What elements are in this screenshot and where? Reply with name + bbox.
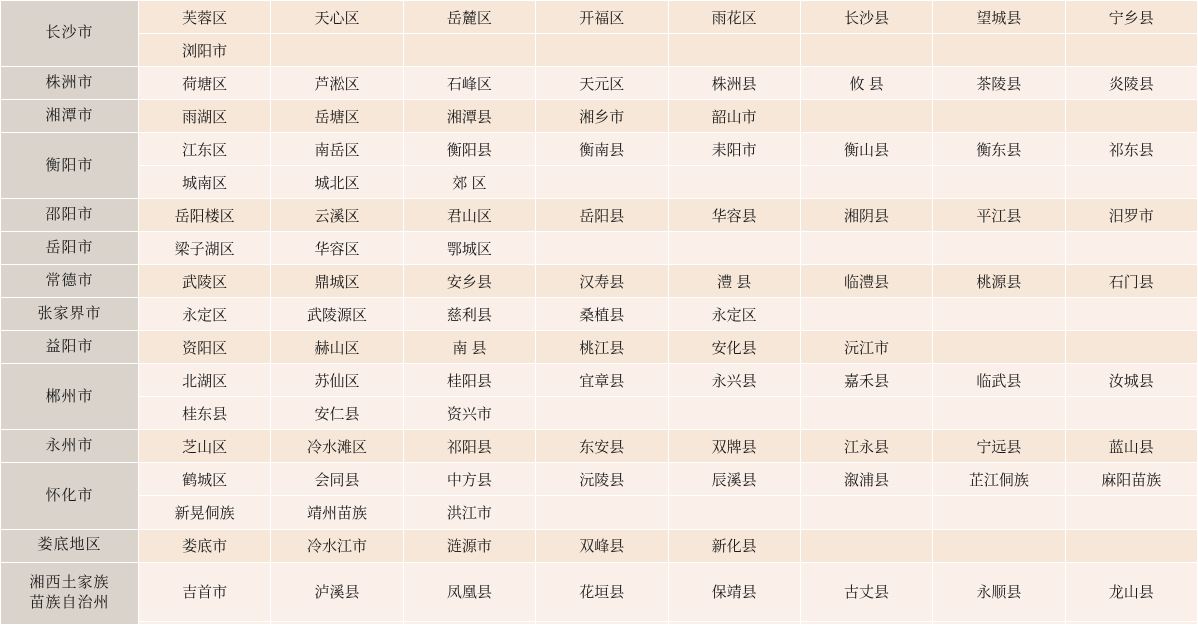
- district-cell: [271, 34, 403, 67]
- district-cell: 岳阳楼区: [139, 199, 271, 232]
- district-cell: 新晃侗族: [139, 496, 271, 529]
- district-cell: [933, 100, 1065, 133]
- district-cell: [668, 166, 800, 199]
- district-cell: 芝山区: [139, 430, 271, 463]
- district-cell: 攸 县: [800, 67, 932, 100]
- district-cell: 鼎城区: [271, 265, 403, 298]
- district-cell: [1065, 622, 1197, 625]
- district-cell: 永兴县: [668, 364, 800, 397]
- district-cell: 永顺县: [933, 562, 1065, 622]
- district-cell: 澧 县: [668, 265, 800, 298]
- table-row: [1, 265, 1198, 298]
- district-cell: 宜章县: [536, 364, 668, 397]
- district-cell: 南岳区: [271, 133, 403, 166]
- district-cell: 宁乡县: [1065, 1, 1197, 34]
- district-cell: [1065, 496, 1197, 529]
- district-cell: 荷塘区: [139, 67, 271, 100]
- district-cell: 芙蓉区: [139, 1, 271, 34]
- district-cell: [139, 622, 271, 625]
- district-cell: [271, 622, 403, 625]
- district-cell: 洪江市: [403, 496, 535, 529]
- district-cell: 花垣县: [536, 562, 668, 622]
- district-cell: 平江县: [933, 199, 1065, 232]
- district-cell: 汉寿县: [536, 265, 668, 298]
- district-cell: [1065, 298, 1197, 331]
- district-cell: [800, 622, 932, 625]
- table-row: [1, 622, 1198, 625]
- district-cell: 临武县: [933, 364, 1065, 397]
- district-cell: [1065, 331, 1197, 364]
- district-cell: 天心区: [271, 1, 403, 34]
- district-cell: [668, 34, 800, 67]
- table-row: [1, 133, 1198, 166]
- district-cell: 湘阴县: [800, 199, 932, 232]
- district-cell: 炎陵县: [1065, 67, 1197, 100]
- district-cell: [1065, 166, 1197, 199]
- district-cell: [668, 622, 800, 625]
- district-cell: 江永县: [800, 430, 932, 463]
- district-cell: 桑植县: [536, 298, 668, 331]
- district-cell: [800, 298, 932, 331]
- district-cell: 韶山市: [668, 100, 800, 133]
- district-cell: 龙山县: [1065, 562, 1197, 622]
- district-cell: 永定区: [139, 298, 271, 331]
- district-cell: 东安县: [536, 430, 668, 463]
- city-label: 益阳市: [1, 331, 139, 364]
- district-cell: [933, 34, 1065, 67]
- district-cell: 衡阳县: [403, 133, 535, 166]
- city-label: 张家界市: [1, 298, 139, 331]
- table-row: [1, 529, 1198, 562]
- city-label: 长沙市: [1, 1, 139, 67]
- district-cell: 芷江侗族: [933, 463, 1065, 496]
- district-cell: [668, 232, 800, 265]
- table-row: [1, 100, 1198, 133]
- city-label: 常德市: [1, 265, 139, 298]
- district-cell: [933, 298, 1065, 331]
- district-cell: [933, 232, 1065, 265]
- district-cell: 衡山县: [800, 133, 932, 166]
- district-cell: 武陵源区: [271, 298, 403, 331]
- district-cell: 赫山区: [271, 331, 403, 364]
- district-cell: 湘乡市: [536, 100, 668, 133]
- district-cell: [536, 34, 668, 67]
- district-cell: 华容区: [271, 232, 403, 265]
- district-cell: 天元区: [536, 67, 668, 100]
- district-cell: 溆浦县: [800, 463, 932, 496]
- district-cell: [1065, 34, 1197, 67]
- city-label: 岳阳市: [1, 232, 139, 265]
- district-cell: [1065, 529, 1197, 562]
- district-cell: 新化县: [668, 529, 800, 562]
- district-cell: 蓝山县: [1065, 430, 1197, 463]
- district-cell: 祁阳县: [403, 430, 535, 463]
- district-cell: 石峰区: [403, 67, 535, 100]
- table-row: [1, 331, 1198, 364]
- city-label: 衡阳市: [1, 133, 139, 199]
- district-cell: [800, 34, 932, 67]
- district-cell: 衡南县: [536, 133, 668, 166]
- district-cell: [800, 496, 932, 529]
- district-cell: [1065, 397, 1197, 430]
- district-cell: 古丈县: [800, 562, 932, 622]
- district-cell: 冷水滩区: [271, 430, 403, 463]
- district-cell: 资阳区: [139, 331, 271, 364]
- district-cell: 会同县: [271, 463, 403, 496]
- district-cell: 雨花区: [668, 1, 800, 34]
- table-body: [1, 1, 1198, 625]
- district-cell: [668, 397, 800, 430]
- district-cell: 保靖县: [668, 562, 800, 622]
- district-cell: 衡东县: [933, 133, 1065, 166]
- district-cell: 辰溪县: [668, 463, 800, 496]
- district-cell: 安化县: [668, 331, 800, 364]
- district-cell: 耒阳市: [668, 133, 800, 166]
- district-cell: 开福区: [536, 1, 668, 34]
- district-cell: [933, 496, 1065, 529]
- district-cell: 雨湖区: [139, 100, 271, 133]
- table-row: [1, 463, 1198, 496]
- district-cell: 冷水江市: [271, 529, 403, 562]
- district-cell: 安仁县: [271, 397, 403, 430]
- district-cell: 岳阳县: [536, 199, 668, 232]
- district-cell: [933, 622, 1065, 625]
- district-cell: 祁东县: [1065, 133, 1197, 166]
- district-cell: [1065, 100, 1197, 133]
- district-cell: [933, 331, 1065, 364]
- district-cell: 临澧县: [800, 265, 932, 298]
- district-cell: [800, 166, 932, 199]
- district-cell: 梁子湖区: [139, 232, 271, 265]
- district-cell: 安乡县: [403, 265, 535, 298]
- district-cell: [933, 529, 1065, 562]
- district-cell: 汨罗市: [1065, 199, 1197, 232]
- district-cell: 娄底市: [139, 529, 271, 562]
- district-cell: [536, 496, 668, 529]
- district-cell: 凤凰县: [403, 562, 535, 622]
- district-cell: [403, 34, 535, 67]
- district-cell: 嘉禾县: [800, 364, 932, 397]
- district-cell: 城南区: [139, 166, 271, 199]
- district-cell: [536, 166, 668, 199]
- table-row: [1, 34, 1198, 67]
- district-cell: [1065, 232, 1197, 265]
- city-label: 湘西土家族 苗族自治州: [1, 562, 139, 624]
- district-cell: 靖州苗族: [271, 496, 403, 529]
- district-cell: 慈利县: [403, 298, 535, 331]
- district-cell: 长沙县: [800, 1, 932, 34]
- district-cell: 茶陵县: [933, 67, 1065, 100]
- district-cell: [933, 397, 1065, 430]
- district-cell: 南 县: [403, 331, 535, 364]
- district-cell: [536, 397, 668, 430]
- district-cell: 永定区: [668, 298, 800, 331]
- table-row: [1, 1, 1198, 34]
- city-label: 郴州市: [1, 364, 139, 430]
- district-cell: 泸溪县: [271, 562, 403, 622]
- district-cell: 石门县: [1065, 265, 1197, 298]
- table-row: [1, 562, 1198, 622]
- district-cell: 城北区: [271, 166, 403, 199]
- district-cell: 岳塘区: [271, 100, 403, 133]
- district-cell: [536, 232, 668, 265]
- district-cell: [403, 622, 535, 625]
- district-cell: 北湖区: [139, 364, 271, 397]
- district-cell: 株洲县: [668, 67, 800, 100]
- district-cell: 汝城县: [1065, 364, 1197, 397]
- district-cell: 华容县: [668, 199, 800, 232]
- district-cell: [933, 166, 1065, 199]
- table-row: [1, 166, 1198, 199]
- district-cell: 双峰县: [536, 529, 668, 562]
- city-label: 湘潭市: [1, 100, 139, 133]
- district-cell: 吉首市: [139, 562, 271, 622]
- district-cell: 沅江市: [800, 331, 932, 364]
- district-cell: 岳麓区: [403, 1, 535, 34]
- district-cell: [800, 232, 932, 265]
- district-cell: 君山区: [403, 199, 535, 232]
- city-label: 邵阳市: [1, 199, 139, 232]
- district-cell: 涟源市: [403, 529, 535, 562]
- district-cell: [668, 496, 800, 529]
- district-cell: 望城县: [933, 1, 1065, 34]
- table-row: [1, 232, 1198, 265]
- district-cell: 湘潭县: [403, 100, 535, 133]
- table-row: [1, 496, 1198, 529]
- district-cell: [800, 100, 932, 133]
- district-cell: 桃源县: [933, 265, 1065, 298]
- district-cell: 云溪区: [271, 199, 403, 232]
- district-cell: 江东区: [139, 133, 271, 166]
- district-cell: 资兴市: [403, 397, 535, 430]
- district-cell: [800, 397, 932, 430]
- district-cell: 双牌县: [668, 430, 800, 463]
- district-cell: 鹤城区: [139, 463, 271, 496]
- city-label: 怀化市: [1, 463, 139, 529]
- district-cell: 郊 区: [403, 166, 535, 199]
- table-row: [1, 430, 1198, 463]
- table-row: [1, 364, 1198, 397]
- district-cell: 芦淞区: [271, 67, 403, 100]
- city-label: 娄底地区: [1, 529, 139, 562]
- table-row: [1, 397, 1198, 430]
- table-row: [1, 298, 1198, 331]
- district-cell: [536, 622, 668, 625]
- district-cell: 桃江县: [536, 331, 668, 364]
- table-row: [1, 67, 1198, 100]
- district-cell: 浏阳市: [139, 34, 271, 67]
- district-cell: 桂阳县: [403, 364, 535, 397]
- district-cell: 武陵区: [139, 265, 271, 298]
- district-cell: [800, 529, 932, 562]
- district-cell: 宁远县: [933, 430, 1065, 463]
- table-row: [1, 199, 1198, 232]
- city-label: 株洲市: [1, 67, 139, 100]
- city-label: 永州市: [1, 430, 139, 463]
- district-cell: 桂东县: [139, 397, 271, 430]
- district-cell: 沅陵县: [536, 463, 668, 496]
- district-cell: 苏仙区: [271, 364, 403, 397]
- district-cell: 麻阳苗族: [1065, 463, 1197, 496]
- district-cell: 鄂城区: [403, 232, 535, 265]
- district-cell: 中方县: [403, 463, 535, 496]
